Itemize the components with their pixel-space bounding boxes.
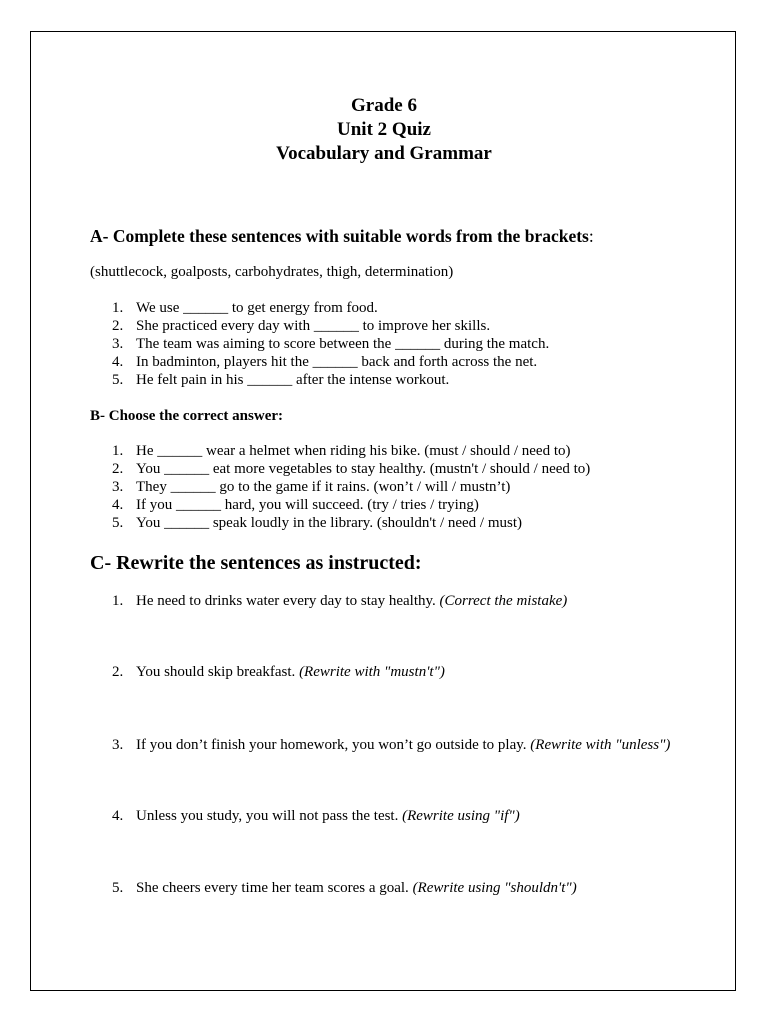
item-text: She practiced every day with ______ to improve her skills. xyxy=(136,318,491,334)
item-number: 3. xyxy=(112,479,124,495)
item-text: You should skip breakfast. xyxy=(136,664,296,680)
item-instruction: (Rewrite using "shouldn't") xyxy=(412,880,577,896)
item-text: He need to drinks water every day to stay healthy. xyxy=(136,593,436,609)
item-instruction: (Rewrite with "mustn't") xyxy=(299,664,445,680)
item-number: 2. xyxy=(112,664,124,680)
item-instruction: (Rewrite with "unless") xyxy=(530,737,671,753)
item-instruction: (Correct the mistake) xyxy=(439,593,568,609)
item-text: You ______ eat more vegetables to stay healthy. (mustn't / should / need to) xyxy=(136,461,591,477)
item-text: She cheers every time her team scores a goal. xyxy=(136,880,409,896)
item-text: If you ______ hard, you will succeed. (try / tries / trying) xyxy=(136,497,479,513)
item-number: 5. xyxy=(112,372,124,388)
item-text: Unless you study, you will not pass the test. xyxy=(136,808,399,824)
unit-title: Unit 2 Quiz xyxy=(337,119,431,140)
section-b-heading: B- Choose the correct answer: xyxy=(90,408,284,424)
item-text: You ______ speak loudly in the library. (shouldn't / need / must) xyxy=(136,515,523,531)
item-number: 1. xyxy=(112,300,124,316)
subject-title: Vocabulary and Grammar xyxy=(276,143,492,164)
item-text: He ______ wear a helmet when riding his bike. (must / should / need to) xyxy=(136,443,571,459)
section-a-heading xyxy=(90,225,594,247)
item-number: 4. xyxy=(112,497,124,513)
section-a-heading-colon: : xyxy=(588,226,594,246)
item-content xyxy=(136,592,567,610)
section-c-heading: C- Rewrite the sentences as instructed: xyxy=(90,552,422,574)
grade-title: Grade 6 xyxy=(351,95,417,116)
item-number: 5. xyxy=(112,515,124,531)
section-a-heading-text: A- Complete these sentences with suitable words from the brackets xyxy=(90,226,589,246)
item-instruction: (Rewrite using "if") xyxy=(402,808,520,824)
word-bank: (shuttlecock, goalposts, carbohydrates, thigh, determination) xyxy=(90,264,454,280)
item-content xyxy=(136,879,577,897)
item-number: 1. xyxy=(112,593,124,609)
item-number: 3. xyxy=(112,336,124,352)
item-content xyxy=(136,663,445,681)
item-number: 4. xyxy=(112,354,124,370)
item-text: The team was aiming to score between the ______ during the match. xyxy=(136,336,550,352)
item-text: They ______ go to the game if it rains. (won’t / will / mustn’t) xyxy=(136,479,511,495)
item-number: 4. xyxy=(112,808,124,824)
item-number: 3. xyxy=(112,737,124,753)
item-number: 5. xyxy=(112,880,124,896)
item-content xyxy=(136,736,670,754)
item-text: If you don’t finish your homework, you won’t go outside to play. xyxy=(136,737,527,753)
item-number: 1. xyxy=(112,443,124,459)
item-number: 2. xyxy=(112,318,124,334)
item-text: In badminton, players hit the ______ back and forth across the net. xyxy=(136,354,538,370)
item-number: 2. xyxy=(112,461,124,477)
item-text: He felt pain in his ______ after the intense workout. xyxy=(136,372,450,388)
item-content xyxy=(136,807,520,825)
quiz-title xyxy=(0,94,768,166)
item-text: We use ______ to get energy from food. xyxy=(136,300,378,316)
